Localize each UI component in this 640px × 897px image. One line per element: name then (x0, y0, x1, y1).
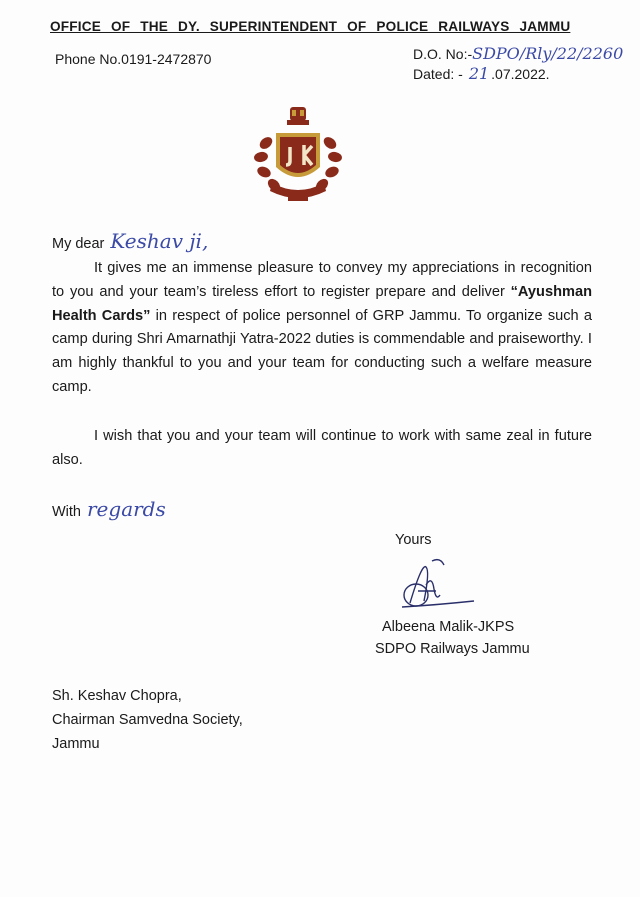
closing-handwritten: regards (87, 497, 166, 521)
dated-rest: .07.2022. (491, 66, 550, 82)
signature-icon (396, 555, 476, 617)
addressee-name: Sh. Keshav Chopra, (52, 688, 182, 704)
closing (52, 497, 166, 521)
paragraph-appreciation (52, 257, 592, 400)
yours-label: Yours (395, 532, 432, 548)
do-label: D.O. No:- (413, 46, 473, 62)
dated-label: Dated: - (413, 66, 463, 82)
phone-number: Phone No.0191-2472870 (55, 51, 212, 67)
paragraph-1-end: in respect of police personnel of GRP Jammu. To organize such a camp during Shri Amarnathji Yatra-2022 duties is commendable and praiseworthy. I am highly thankful to you and your team for conducting such a welfare measure camp. (52, 307, 592, 395)
do-number (413, 44, 623, 63)
salutation-name-handwritten: Keshav ji, (110, 229, 209, 253)
office-title: OFFICE OF THE DY. SUPERINTENDENT OF POLICE RAILWAYS JAMMU (50, 19, 571, 34)
paragraph-1-highlight: “Ayushman Health Cards” (52, 283, 592, 324)
addressee-city: Jammu (52, 736, 100, 752)
salutation-prefix: My dear (52, 236, 105, 252)
closing-prefix: With (52, 504, 81, 520)
paragraph-wishes (52, 425, 592, 473)
salutation (52, 229, 208, 253)
paragraph-1-start: It gives me an immense pleasure to convey my appreciations in recognition to you and your team’s tireless effort to register prepare and deliver (52, 260, 592, 300)
dated-day-handwritten: 21 (468, 64, 490, 83)
date-line (413, 64, 550, 83)
paragraph-2-text: I wish that you and your team will continue to work with same zeal in future also. (52, 428, 592, 468)
jk-police-emblem-icon (252, 105, 344, 203)
signatory-name: Albeena Malik-JKPS (382, 619, 515, 635)
addressee-title: Chairman Samvedna Society, (52, 712, 243, 728)
signatory-designation: SDPO Railways Jammu (375, 641, 530, 657)
do-value-handwritten: SDPO/Rly/22/2260 (472, 44, 624, 63)
